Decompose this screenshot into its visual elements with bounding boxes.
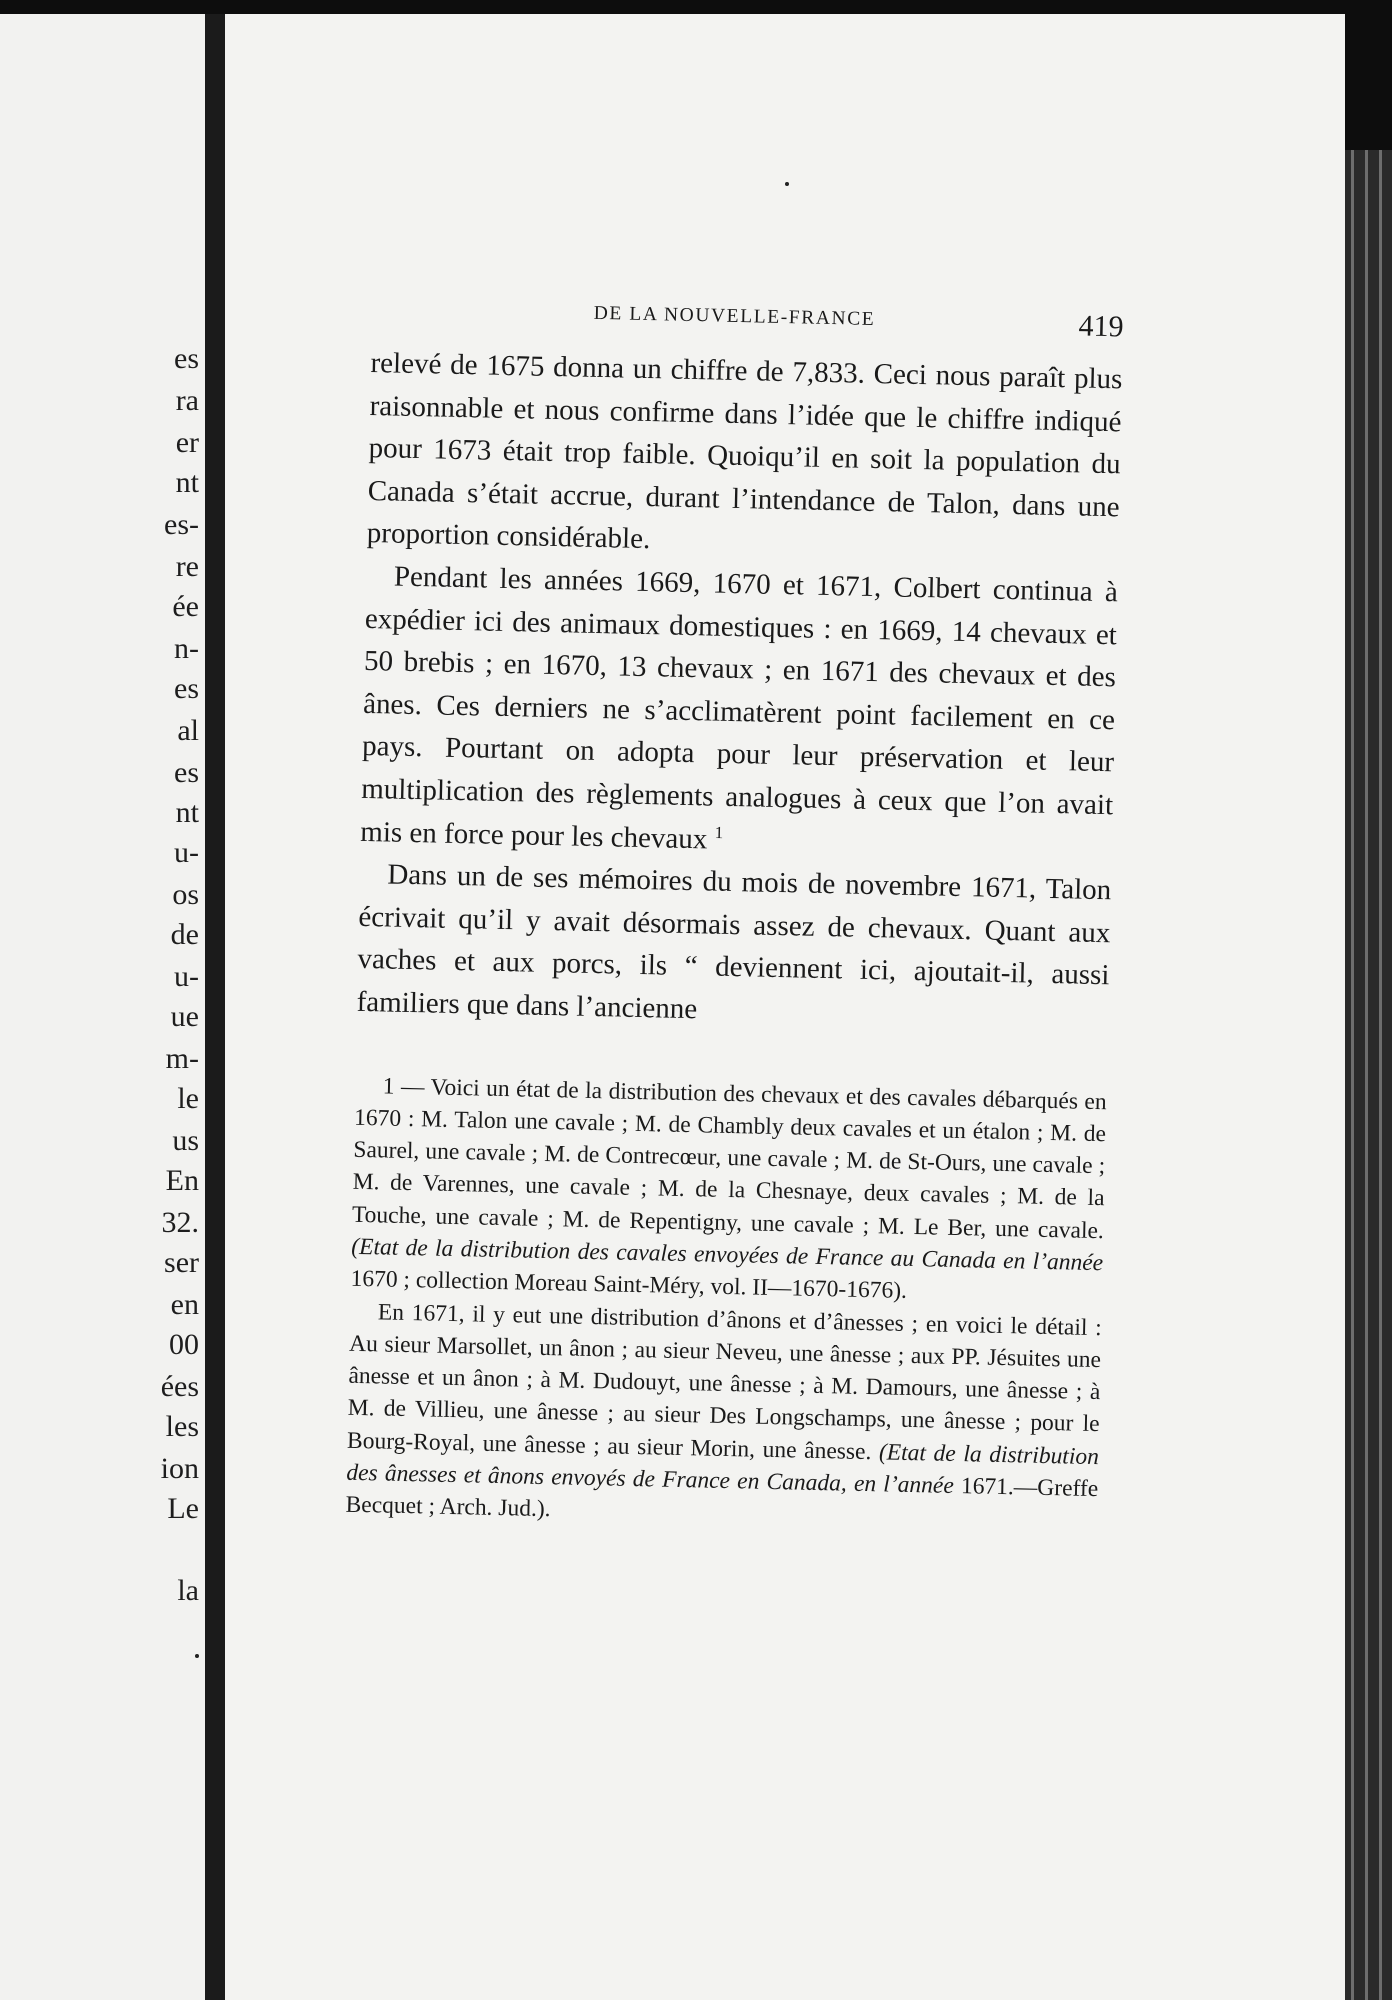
previous-page-line-fragment: es — [174, 756, 199, 789]
previous-page-line-fragment: ée — [172, 590, 199, 623]
previous-page-line-fragment: de — [170, 918, 199, 951]
previous-page-line-fragment: nt — [175, 796, 199, 829]
running-head-title: DE LA NOUVELLE-FRANCE — [593, 302, 876, 330]
previous-page-line-fragment: les — [165, 1410, 199, 1443]
body-paragraph-1: relevé de 1675 donna un chiffre de 7,833. Ceci nous paraît plus raisonnable et nous confirme dans l’idée que le chiffre indiqué pour 1673 était trop faible. Quoiqu’il en soit la population du Canada s’était accrue, durant l’intendance de Talon, dans une proportion considérable. — [366, 346, 1123, 556]
footnote-2-source-detail: 1671.—Greffe Becquet ; Arch. Jud.). — [345, 1473, 1099, 1523]
previous-page-line-fragment: ue — [170, 1000, 199, 1033]
previous-page-line-fragment: u- — [174, 836, 199, 869]
page-stack-edge — [1345, 150, 1392, 2000]
previous-page — [0, 14, 205, 2000]
body-text — [356, 342, 1123, 1040]
ink-speck — [785, 182, 789, 186]
page-text-block — [345, 298, 1124, 1538]
previous-page-line-fragment: er — [175, 426, 199, 459]
footnote-1-source-title: (Etat de la distribution des cavales envoyées de France au Canada en l’année — [351, 1233, 1104, 1277]
previous-page-line-fragment: en — [170, 1288, 199, 1321]
previous-page-line-fragment: ser — [164, 1246, 199, 1279]
footnote-2-text: En 1671, il y eut une distribution d’ânons et d’ânesses ; en voici le détail : Au sieur Marsollet, un ânon ; au sieur Neveu, une ânesse ; aux PP. Jésuites une ânesse et un ânon ; à M. Dudouyt, une ânesse ; à M. Damours, une ânesse ; à M. de Villieu, une ânesse ; au sieur Des Longschamps, une ânesse ; pour le Bourg-Royal, une ânesse ; au sieur Morin, une ânesse. — [346, 1298, 1102, 1465]
previous-page-line-fragment: al — [177, 714, 199, 747]
previous-page-line-fragment: 32. — [161, 1206, 199, 1239]
footnote-1-text: 1 — Voici un état de la distribution des chevaux et des cavales débarqués en 1670 : M. Talon une cavale ; M. de Chambly deux cavales et un étalon ; M. de Saurel, une cavale ; M. de Contrecœur, une cavale ; M. de St-Ours, une cavale ; M. de Varennes, une cavale ; M. de la Chesnaye, deux cavales ; M. de la Touche, une cavale ; M. de Repentigny, une cavale ; M. Le Ber, une cavale. — [351, 1072, 1107, 1244]
previous-page-line-fragment: la — [177, 1574, 199, 1607]
body-paragraph-2 — [360, 555, 1118, 869]
previous-page-line-fragment: nt — [175, 466, 199, 499]
previous-page-line-fragment: us — [172, 1124, 199, 1157]
previous-page-line-fragment: u- — [174, 960, 199, 993]
page-stack-edge-line — [1379, 150, 1382, 2000]
body-paragraph-3: Dans un de ses mémoires du mois de novembre 1671, Talon écrivait qu’il y avait désormais assez de chevaux. Quant aux vaches et aux porcs, ils “ deviennent ici, ajoutait-il, aussi familiers que dans l’ancienne — [356, 858, 1112, 1026]
previous-page-line-fragment: Le — [167, 1492, 199, 1525]
footnote-2 — [345, 1295, 1102, 1537]
previous-page-line-fragment: 00 — [169, 1328, 199, 1361]
previous-page-line-fragment: es- — [164, 508, 199, 541]
footnote-1-source-detail: 1670 ; collection Moreau Saint-Méry, vol. II—1670-1676). — [350, 1266, 908, 1305]
previous-page-line-fragment: le — [177, 1082, 199, 1115]
footnotes — [345, 1069, 1107, 1537]
footnote-1 — [350, 1069, 1107, 1311]
page-number: 419 — [1078, 309, 1124, 344]
previous-page-line-fragment: n- — [174, 632, 199, 665]
footnote-reference: 1 — [714, 822, 724, 842]
book-gutter — [205, 14, 225, 2000]
previous-page-line-fragment: ées — [160, 1370, 199, 1403]
page-stack-edge-line — [1351, 150, 1354, 2000]
previous-page-line-fragment: m- — [165, 1042, 199, 1075]
previous-page-line-fragment: es — [174, 342, 199, 375]
body-paragraph-2-text: Pendant les années 1669, 1670 et 1671, Colbert continua à expédier ici des animaux domestiques : en 1669, 14 chevaux et 50 brebis ; en 1670, 13 chevaux ; en 1671 des chevaux et des ânes. Ces derniers ne s’acclimatèrent point facilement en ce pays. Pourtant on adopta pour leur préservation et leur multiplication des règlements analogues à ceux que l’on avait mis en force pour les chevaux — [360, 560, 1119, 855]
previous-page-line-fragment: os — [172, 878, 199, 911]
previous-page-line-fragment: es — [174, 672, 199, 705]
page-stack-edge-line — [1365, 150, 1368, 2000]
previous-page-line-fragment: re — [175, 550, 199, 583]
previous-page-line-fragment: En — [165, 1164, 199, 1197]
previous-page-line-fragment: ion — [160, 1452, 199, 1485]
ink-speck — [195, 1654, 199, 1658]
previous-page-line-fragment: ra — [175, 384, 199, 417]
footnote-2-source-title: (Etat de la distribution des ânesses et ânons envoyés de France en Canada, en l’année — [346, 1439, 1100, 1500]
